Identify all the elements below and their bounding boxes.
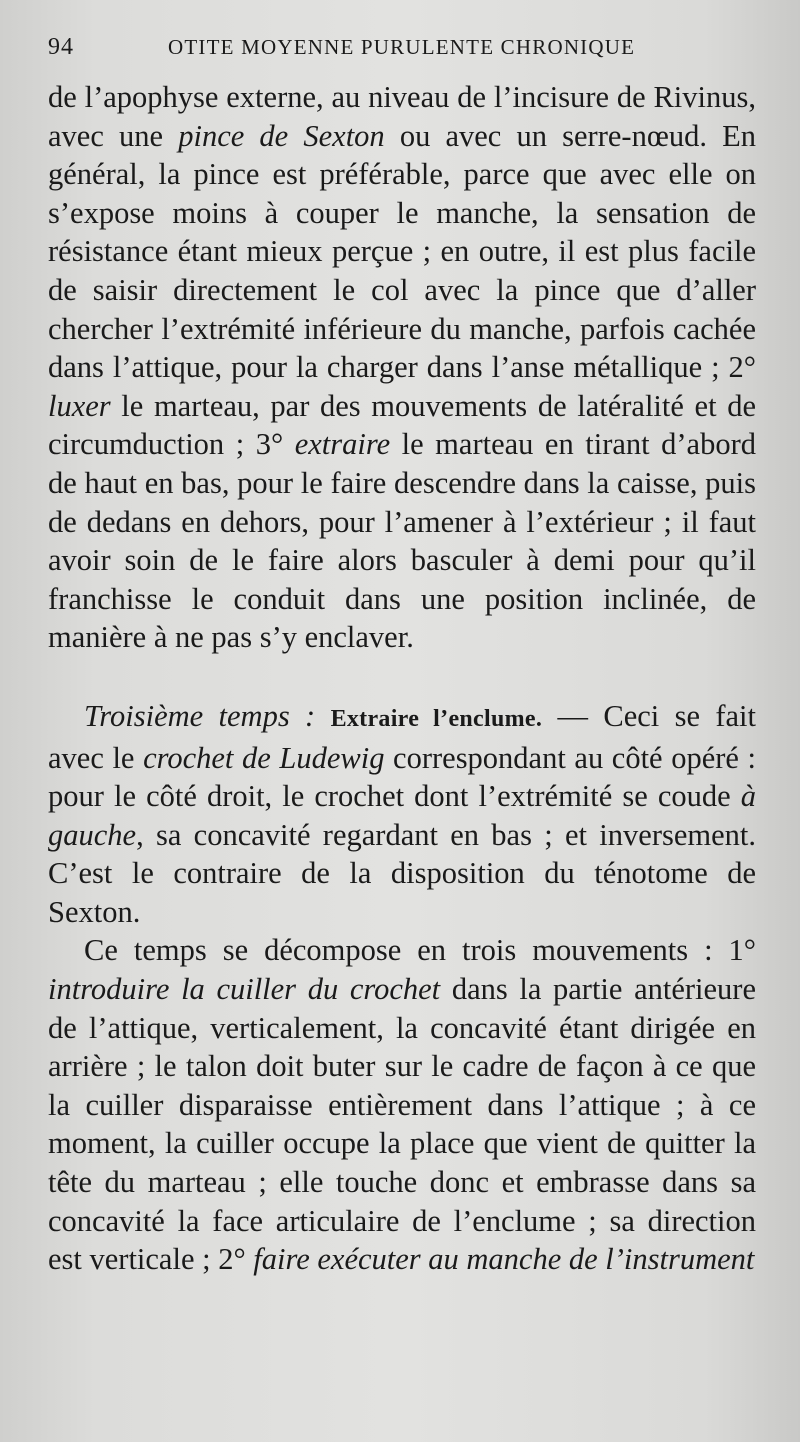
running-head: [48, 34, 756, 78]
page-number: 94: [48, 34, 74, 60]
text-run: , sa concavité regardant en bas ; et inversement. C’est le contraire de la disposition du ténotome de Sexton.: [48, 817, 756, 929]
paragraph-3: [48, 931, 756, 1278]
italic-run: extraire: [294, 427, 391, 462]
section-heading-italic: Troisième temps :: [84, 698, 316, 733]
text-run: le marteau en tirant d’abord de haut en bas, pour le faire descendre dans la caisse, puis de dedans en dehors, pour l’amener à l’extérieur ; il faut avoir soin de le faire alors basculer à demi pour qu’il franchisse le conduit dans une position inclinée, de manière à ne pas s’y enclaver.: [48, 427, 756, 655]
paragraph-1: [48, 78, 756, 657]
text-run: correspondant au côté opéré : pour le côté droit, le crochet dont l’extrémité se coude: [48, 740, 756, 814]
text-run: Ce temps se décompose en trois mouvements : 1°: [84, 933, 756, 968]
italic-run: faire exécuter au manche de l’instrument: [253, 1242, 755, 1277]
text-run: dans la partie antérieure de l’attique, verticalement, la concavité étant dirigée en arrière ; le talon doit buter sur le cadre de façon à ce que la cuiller disparaisse entièrement dans l’attique ; à ce moment, la cuiller occupe la place que vient de quitter la tête du marteau ; elle touche donc et embrasse dans sa concavité la face articulaire de l’enclume ; sa direction est verticale ; 2°: [48, 972, 756, 1277]
italic-run: crochet de Ludewig: [143, 740, 385, 775]
paragraph-2: [48, 697, 756, 932]
italic-run: pince de Sexton: [178, 118, 385, 153]
text-run: ou avec un serre-nœud. En général, la pince est préférable, parce que avec elle on s’expose moins à couper le manche, la sensation de résistance étant mieux perçue ; en outre, il est plus facile de saisir directement le col avec la pince que d’aller chercher l’extrémité inférieure du manche, parfois cachée dans l’attique, pour la charger dans l’anse métallique ; 2°: [48, 118, 757, 385]
body-text: [48, 78, 756, 1279]
paragraph-gap: [48, 657, 756, 697]
running-title: OTITE MOYENNE PURULENTE CHRONIQUE: [168, 35, 636, 59]
italic-run: introduire la cuiller du crochet: [48, 972, 441, 1007]
section-heading-bold: Extraire l’enclume.: [330, 705, 543, 732]
text-run: de l’apophyse externe, au niveau de l’incisure de Rivinus, avec une: [48, 80, 756, 153]
italic-run: à gauche: [48, 779, 756, 852]
italic-run: luxer: [48, 388, 111, 423]
text-run: — Ceci se fait avec le: [48, 698, 756, 775]
text-run: le marteau, par des mouvements de latéralité et de circumduction ; 3°: [48, 388, 756, 462]
